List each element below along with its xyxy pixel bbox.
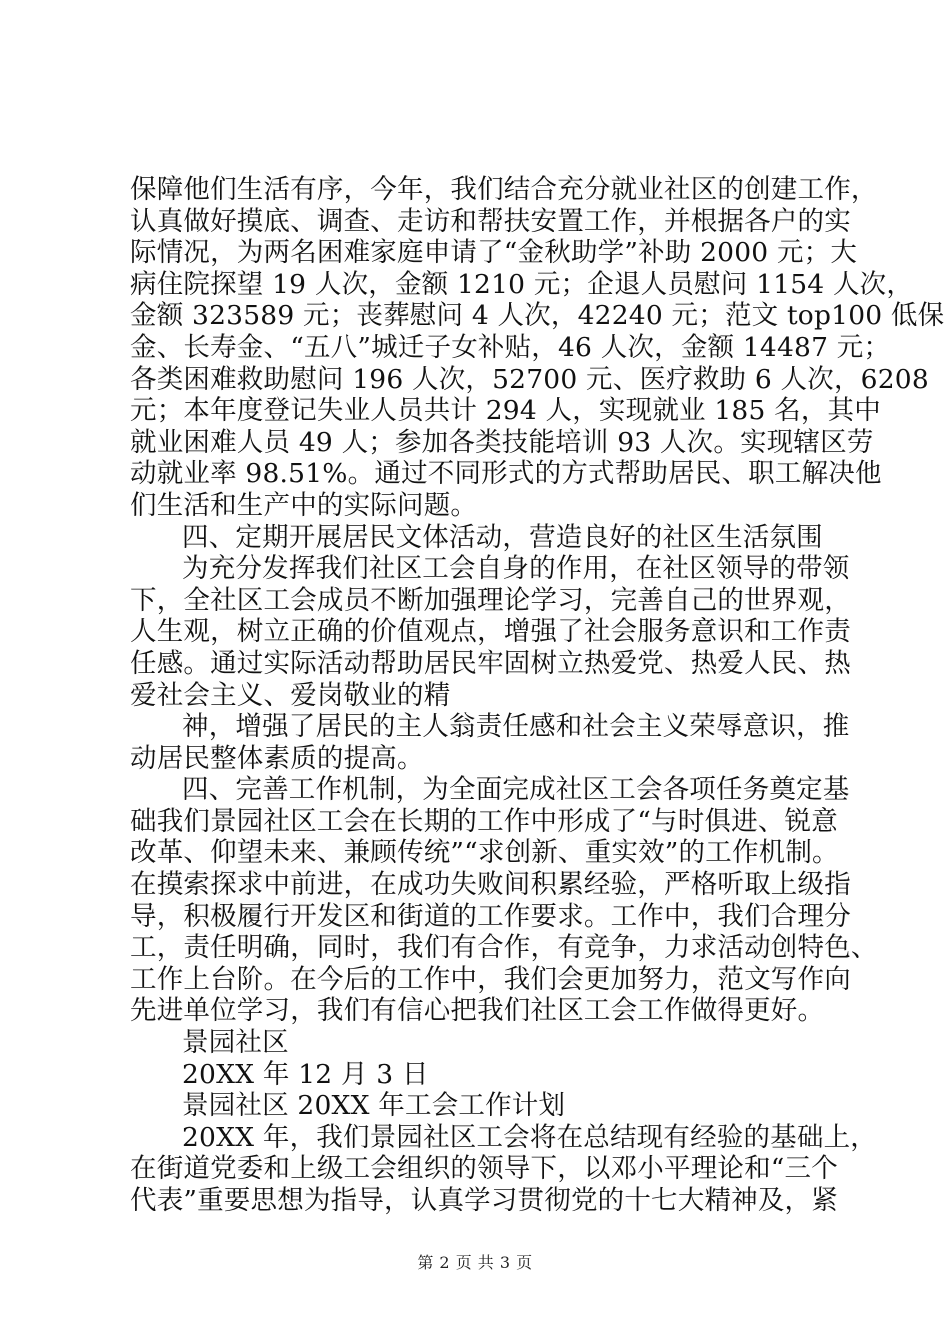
text-line: 四、完善工作机制，为全面完成社区工会各项任务奠定基 (182, 774, 850, 806)
text-line: 金额 323589 元；丧葬慰问 4 人次，42240 元；范文 top100 低保 (130, 300, 945, 332)
text-line: 下，全社区工会成员不断加强理论学习，完善自己的世界观， (130, 584, 851, 616)
document-body (130, 174, 945, 1217)
text-line: 际情况，为两名困难家庭申请了“金秋助学”补助 2000 元；大 (130, 237, 858, 269)
text-line: 元；本年度登记失业人员共计 294 人，实现就业 185 名，其中 (130, 395, 881, 427)
text-line: 动居民整体素质的提高。 (130, 742, 424, 774)
text-line: 为充分发挥我们社区工会自身的作用，在社区领导的带领 (182, 553, 850, 585)
text-line: 四、定期开展居民文体活动，营造良好的社区生活氛围 (182, 521, 823, 553)
text-line: 人生观，树立正确的价值观点，增强了社会服务意识和工作责 (130, 616, 851, 648)
text-line: 就业困难人员 49 人；参加各类技能培训 93 人次。实现辖区劳 (130, 426, 874, 458)
text-line: 20XX 年，我们景园社区工会将在总结现有经验的基础上， (182, 1121, 877, 1153)
text-line: 病住院探望 19 人次，金额 1210 元；企退人员慰问 1154 人次， (130, 268, 914, 300)
text-line: 改革、仰望未来、兼顾传统”“求创新、重实效”的工作机制。 (130, 837, 839, 869)
text-line: 景园社区 (182, 1027, 289, 1059)
text-line: 任感。通过实际活动帮助居民牢固树立热爱党、热爱人民、热 (130, 647, 851, 679)
text-line: 金、长寿金、“五八”城迁子女补贴，46 人次，金额 14487 元； (130, 331, 891, 363)
text-line: 各类困难救助慰问 196 人次，52700 元、医疗救助 6 人次，6208 (130, 363, 929, 395)
text-line: 先进单位学习，我们有信心把我们社区工会工作做得更好。 (130, 995, 825, 1027)
text-line: 在摸索探求中前进，在成功失败间积累经验，严格听取上级指 (130, 869, 851, 901)
text-line: 导，积极履行开发区和街道的工作要求。工作中，我们合理分 (130, 900, 851, 932)
text-line: 认真做好摸底、调查、走访和帮扶安置工作，并根据各户的实 (130, 205, 851, 237)
text-line: 工，责任明确，同时，我们有合作，有竞争，力求活动创特色、 (130, 932, 878, 964)
text-line: 20XX 年 12 月 3 日 (182, 1058, 429, 1090)
text-line: 们生活和生产中的实际问题。 (130, 489, 478, 521)
text-line: 动就业率 98.51%。通过不同形式的方式帮助居民、职工解决他 (130, 458, 882, 490)
text-line: 爱社会主义、爱岗敬业的精 (130, 679, 451, 711)
text-line: 础我们景园社区工会在长期的工作中形成了“与时俱进、锐意 (130, 805, 838, 837)
text-line: 景园社区 20XX 年工会工作计划 (182, 1090, 566, 1122)
text-line: 在街道党委和上级工会组织的领导下，以邓小平理论和“三个 (130, 1153, 838, 1185)
page-footer: 第 2 页 共 3 页 (417, 1253, 533, 1272)
text-line: 神，增强了居民的主人翁责任感和社会主义荣辱意识，推 (182, 711, 850, 743)
text-line: 工作上台阶。在今后的工作中，我们会更加努力，范文写作向 (130, 963, 851, 995)
text-line: 保障他们生活有序，今年，我们结合充分就业社区的创建工作， (130, 174, 878, 205)
text-line: 代表”重要思想为指导，认真学习贯彻党的十七大精神及，紧 (130, 1185, 838, 1216)
